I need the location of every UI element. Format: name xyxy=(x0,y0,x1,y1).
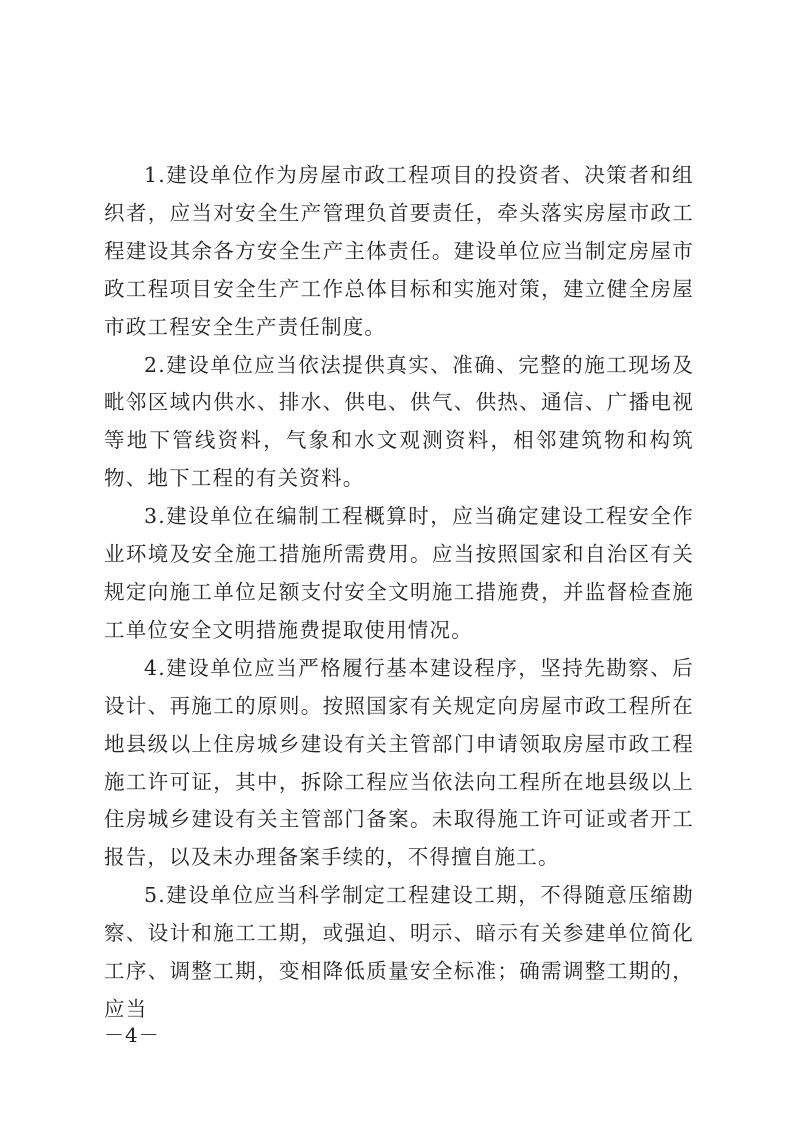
page-number: －4－ xyxy=(104,1023,160,1047)
paragraph-1: 1.建设单位作为房屋市政工程项目的投资者、决策者和组织者，应当对安全生产管理负首要责任，牵头落实房屋市政工程建设其余各方安全生产主体责任。建设单位应当制定房屋市政工程项目安全生产工作总体目标和实施对策，建立健全房屋市政工程安全生产责任制度。 xyxy=(104,163,694,339)
paragraph-2: 2.建设单位应当依法提供真实、准确、完整的施工现场及毗邻区域内供水、排水、供电、供气、供热、通信、广播电视等地下管线资料，气象和水文观测资料，相邻建筑物和构筑物、地下工程的有关资料。 xyxy=(104,352,694,491)
paragraph-3: 3.建设单位在编制工程概算时，应当确定建设工程安全作业环境及安全施工措施所需费用。应当按照国家和自治区有关规定向施工单位足额支付安全文明施工措施费，并监督检查施工单位安全文明措施费提取使用情况。 xyxy=(104,504,694,642)
paragraph-5: 5.建设单位应当科学制定工程建设工期，不得随意压缩勘察、设计和施工工期，或强迫、明示、暗示有关参建单位简化工序、调整工期，变相降低质量安全标准；确需调整工期的，应当 xyxy=(104,883,694,1021)
paragraph-4: 4.建设单位应当严格履行基本建设程序，坚持先勘察、后设计、再施工的原则。按照国家有关规定向房屋市政工程所在地县级以上住房城乡建设有关主管部门申请领取房屋市政工程施工许可证，其中，拆除工程应当依法向工程所在地县级以上住房城乡建设有关主管部门备案。未取得施工许可证或者开工报告，以及未办理备案手续的，不得擅自施工。 xyxy=(104,655,694,870)
document-body xyxy=(104,157,694,1029)
